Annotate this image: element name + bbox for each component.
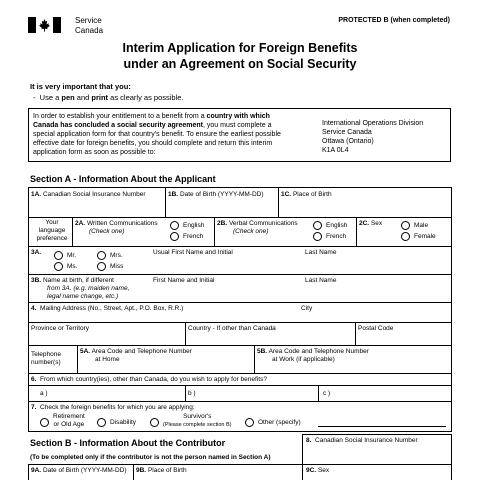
birth-last-name-label: Last Name xyxy=(305,277,337,284)
other-specify-line[interactable] xyxy=(318,426,446,427)
section-b-subtitle: (To be completed only if the contributor is not the person named in Section A) xyxy=(30,454,271,461)
title-ms-label: Ms. xyxy=(67,263,78,270)
section-b-title: Section B - Information About the Contributor xyxy=(30,438,226,448)
field-2c-label: 2C. Sex xyxy=(359,220,383,227)
postal-code-label: Postal Code xyxy=(358,325,394,332)
verbal-french-radio[interactable] xyxy=(313,232,322,241)
telephone-label: Telephone number(s) xyxy=(31,351,61,366)
field-2a-label: 2A. Written Communications (Check one) xyxy=(75,220,158,235)
field-8-label: 8. Canadian Social Insurance Number xyxy=(306,437,418,444)
protected-label: PROTECTED B (when completed) xyxy=(338,17,450,24)
field-9a-label: 9A. Date of Birth (YYYY-MM-DD) xyxy=(31,467,127,474)
written-french-radio[interactable] xyxy=(170,232,179,241)
language-preference-label: Your language preference xyxy=(36,219,68,242)
field-9b-label: 9B. Place of Birth xyxy=(136,467,187,474)
title-ms-radio[interactable] xyxy=(54,262,63,271)
title-mr-label: Mr. xyxy=(67,252,77,259)
benefit-survivors-label: Survivor's (Please complete section B) xyxy=(163,413,232,428)
field-2b-label: 2B. Verbal Communications (Check one) xyxy=(217,220,298,235)
sex-male-radio[interactable] xyxy=(401,221,410,230)
written-french-label: French xyxy=(183,233,204,240)
country-label: Country - If other than Canada xyxy=(188,325,276,332)
field-3a-number: 3A. xyxy=(31,249,42,256)
benefit-other-radio[interactable] xyxy=(245,418,254,427)
title-mrs-label: Mrs. xyxy=(110,252,123,259)
benefit-retirement-label: Retirement or Old Age xyxy=(53,413,85,428)
field-1c-label: 1C. Place of Birth xyxy=(281,191,332,198)
instruction-bullet: - Use a pen and print as clearly as possible. xyxy=(33,93,184,102)
city-label: City xyxy=(301,305,313,312)
important-note: It is very important that you: xyxy=(30,82,131,91)
field-6-label: 6. From which country(ies), other than Canada, do you wish to apply for benefits? xyxy=(31,376,267,383)
field-1b-label: 1B. Date of Birth (YYYY-MM-DD) xyxy=(168,191,264,198)
intro-box xyxy=(28,108,451,162)
benefit-other-label: Other (specify) xyxy=(258,419,301,426)
benefit-disability-label: Disability xyxy=(110,419,137,426)
field-4-label: 4. Mailing Address (No., Street, Apt., P.O. Box, R.R.) xyxy=(31,305,184,312)
verbal-english-label: English xyxy=(326,222,348,229)
field-3b-label: 3B. Name at birth, if different from 3A. (e.g. maiden name, legal name change, etc.) xyxy=(31,277,130,300)
title-miss-label: Miss xyxy=(110,263,124,270)
country-option-c: c ) xyxy=(323,390,331,397)
field-7-label: 7. Check the foreign benefits for which you are applying: xyxy=(31,404,195,411)
title-mr-radio[interactable] xyxy=(54,251,63,260)
section-a-title: Section A - Information About the Applicant xyxy=(30,174,216,184)
form-title-line1: Interim Application for Foreign Benefits xyxy=(122,41,358,55)
verbal-french-label: French xyxy=(326,233,347,240)
written-english-label: English xyxy=(183,222,205,229)
country-option-b: b ) xyxy=(188,390,196,397)
last-name-label: Last Name xyxy=(305,249,337,256)
sex-female-label: Female xyxy=(414,233,436,240)
province-label: Province or Territory xyxy=(31,325,90,332)
sex-male-label: Male xyxy=(414,222,429,229)
field-1a-label: 1A. Canadian Social Insurance Number xyxy=(31,191,146,198)
intro-text: In order to establish your entitlement to a benefit from a country with which Canada has concluded a social security agreement, you must complete a special application form for that country's benefit. To ensure the earliest possible effective date for foreign benefits, you should complete and return this interim application form as soon as possible to: xyxy=(33,113,281,156)
verbal-english-radio[interactable] xyxy=(313,221,322,230)
benefit-disability-radio[interactable] xyxy=(97,418,106,427)
mailing-address: International Operations Division Service Canada Ottawa (Ontario) K1A 0L4 xyxy=(322,120,424,154)
benefit-survivors-radio[interactable] xyxy=(150,418,159,427)
first-name-initial-label: First Name and Initial xyxy=(153,277,215,284)
department-name: Service Canada xyxy=(75,16,104,35)
country-option-a: a ) xyxy=(40,390,48,397)
written-english-radio[interactable] xyxy=(170,221,179,230)
canada-flag-logo xyxy=(28,17,61,33)
usual-first-name-label: Usual First Name and Initial xyxy=(153,249,233,256)
title-miss-radio[interactable] xyxy=(97,262,106,271)
form-title-line2: under an Agreement on Social Security xyxy=(123,57,357,71)
field-5a-label: 5A. Area Code and Telephone Number at Home xyxy=(80,348,192,363)
field-9c-label: 9C. Sex xyxy=(306,467,330,474)
benefit-retirement-radio[interactable] xyxy=(40,418,49,427)
sex-female-radio[interactable] xyxy=(401,232,410,241)
title-mrs-radio[interactable] xyxy=(97,251,106,260)
field-5b-label: 5B. Area Code and Telephone Number at Work (if applicable) xyxy=(257,348,369,363)
